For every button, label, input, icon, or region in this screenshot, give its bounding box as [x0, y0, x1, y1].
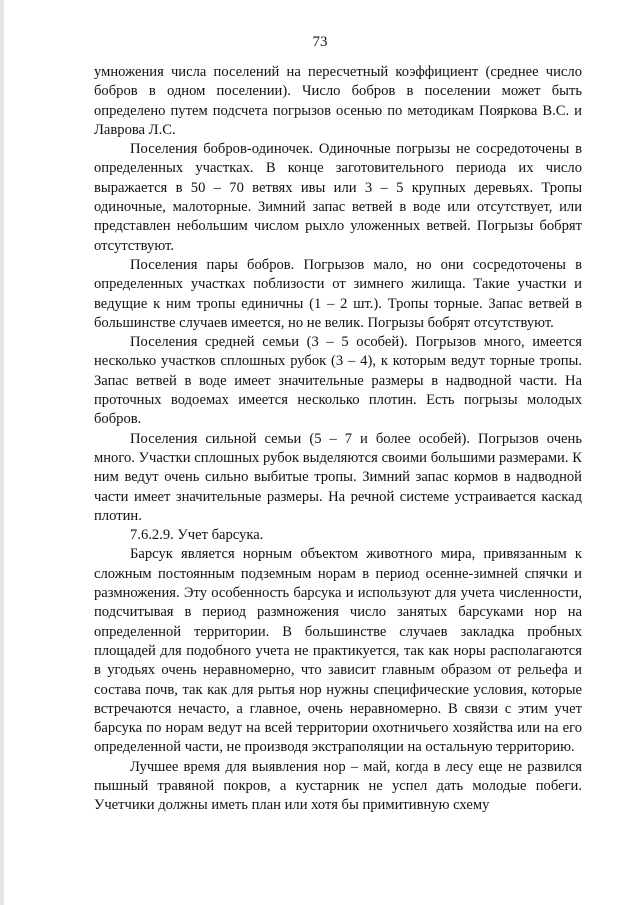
paragraph-1: Поселения бобров-одиночек. Одиночные погрызы не сосредоточены в определенных участках. В конце заготовительного периода их число выражается в 50 – 70 ветвях ивы или 3 – 5 крупных деревьях. Тропы одиночные, малоторные. Зимний запас ветвей в воде или отсутствует, или представлен небольшим числом рыхло уложенных ветвей. Погрызы бобрят отсутствуют. [94, 141, 582, 254]
document-body [94, 63, 582, 816]
paragraph-4: Поселения сильной семьи (5 – 7 и более особей). Погрызов очень много. Участки сплошных рубок выделяются своими большими размерами. К ним ведут очень сильно выбитые тропы. Зимний запас кормов в надводной части имеет значительные размеры. На речной системе устраивается каскад плотин. [94, 430, 582, 524]
paragraph-6: Барсук является норным объектом животного мира, привязанным к сложным постоянным подземным норам в период осенне-зимней спячки и размножения. Эту особенность барсука и используют для учета численности, подсчитывая в период размножения число занятых барсуками нор на определенной территории. В большинстве случаев закладка пробных площадей для подобного учета не практикуется, так как норы располагаются в угодьях очень неравномерно, что зависит главным образом от рельефа и состава почв, так как для рытья нор нужны специфические условия, которые встречаются нечасто, а главное, очень неравномерно. В связи с этим учет барсука по норам ведут на всей территории охотничьего хозяйства или на его определенной части, не производя экстраполяции на остальную территорию. [94, 546, 582, 756]
page-number: 73 [312, 34, 328, 50]
paragraph-7: Лучшее время для выявления нор – май, когда в лесу еще не развился пышный травяной покров, а кустарник не успел дать молодые побеги. Учетчики должны иметь план или хотя бы примитивную схему [94, 758, 582, 814]
paragraph-3: Поселения средней семьи (3 – 5 особей). Погрызов много, имеется несколько участков сплошных рубок (3 – 4), к которым ведут торные тропы. Запас ветвей в воде имеет значительные размеры в надводной части. На проточных водоемах имеется несколько плотин. Есть погрызы молодых бобров. [94, 334, 582, 428]
section-heading-badger: 7.6.2.9. Учет барсука. [130, 527, 264, 544]
paragraph-0: умножения числа поселений на пересчетный коэффициент (среднее число бобров в одном поселении). Число бобров в поселении может быть определено путем подсчета погрызов осенью по методикам Пояркова В.С. и Лаврова Л.С. [94, 64, 582, 138]
scan-edge [0, 0, 4, 905]
paragraph-2: Поселения пары бобров. Погрызов мало, но они сосредоточены в определенных участках поблизости от зимнего жилища. Такие участки и ведущие к ним тропы единичны (1 – 2 шт.). Тропы торные. Запас ветвей в большинстве случаев имеется, но не велик. Погрызы бобрят отсутствуют. [94, 256, 582, 331]
